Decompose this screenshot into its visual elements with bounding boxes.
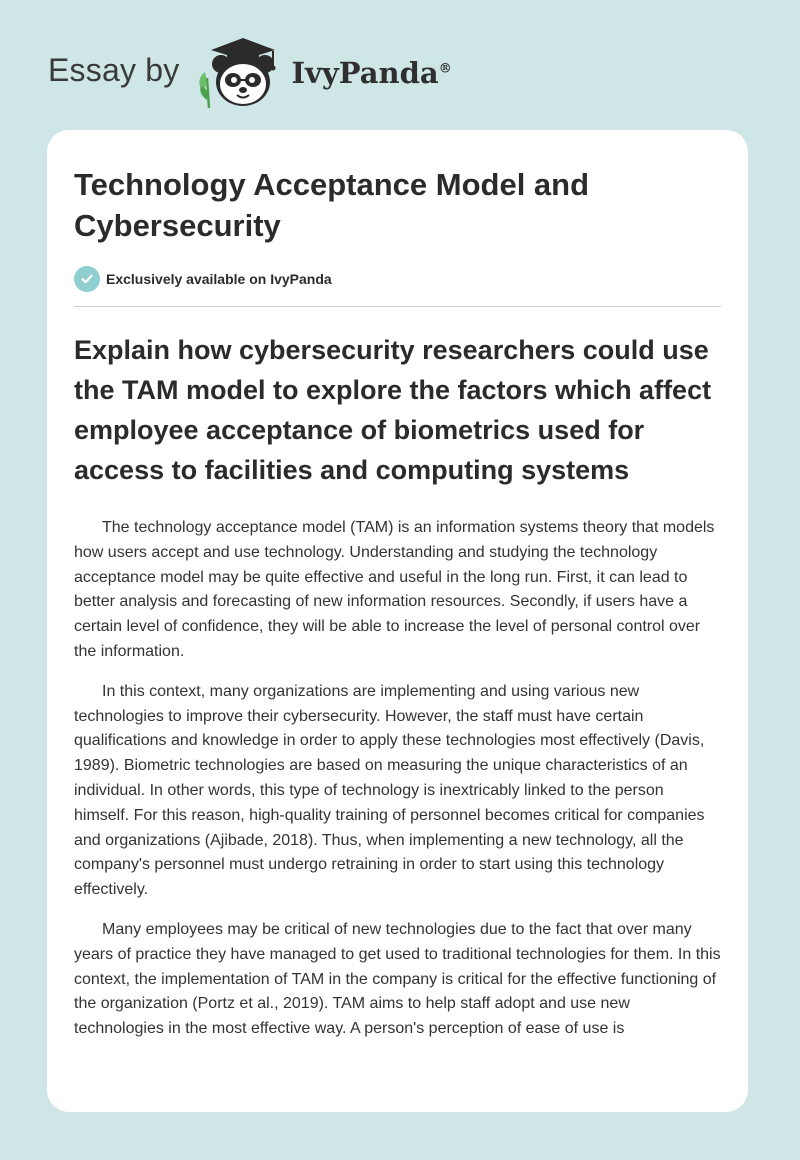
brand-header [48,34,452,110]
check-icon [74,266,100,292]
brand-name [291,56,451,90]
essay-card [47,130,748,1112]
page-title: Technology Acceptance Model and Cybersecurity [74,167,590,243]
body-paragraph: In this context, many organizations are implementing and using various new technologies to improve their cybersecurity. However, the staff must have certain qualifications and knowledge in order to apply these technologies most effectively (Davis, 1989). Biometric technologies are based on measuring the unique characteristics of an individual. In other words, this type of technology is inextricably linked to the person himself. For this reason, high-quality training of personnel becomes critical for companies and organizations (Ajibade, 2018). Thus, when implementing a new technology, all the company's personnel must undergo retraining in order to start using this technology effectively. [74,682,705,899]
brand-prefix: Essay by [48,51,180,88]
body-paragraph: Many employees may be critical of new technologies due to the fact that over many years of practice they have managed to get used to traditional technologies for them. In this context, the implementation of TAM in the company is critical for the effective functioning of the organization (Portz et al., 2019). TAM aims to help staff adopt and use new technologies in the most effective way. A person's perception of ease of use is [74,920,721,1038]
divider [74,306,721,307]
brand-name-text: IvyPanda [291,56,439,90]
exclusive-badge [74,266,721,292]
registered-mark: ® [438,61,452,77]
exclusive-label: Exclusively available on IvyPanda [106,271,332,287]
body-paragraph: The technology acceptance model (TAM) is an information systems theory that models how users accept and use technology. Understanding and studying the technology acceptance model may be quite effective and useful in the long run. First, it can lead to better analysis and forecasting of new information resources. Secondly, if users have a certain level of confidence, they will be able to increase the level of personal control over the information. [74,519,715,660]
section-heading: Explain how cybersecurity researchers could use the TAM model to explore the factors which affect employee acceptance of biometrics used for access to facilities and computing systems [74,335,712,485]
panda-graduate-logo-icon [193,34,287,110]
